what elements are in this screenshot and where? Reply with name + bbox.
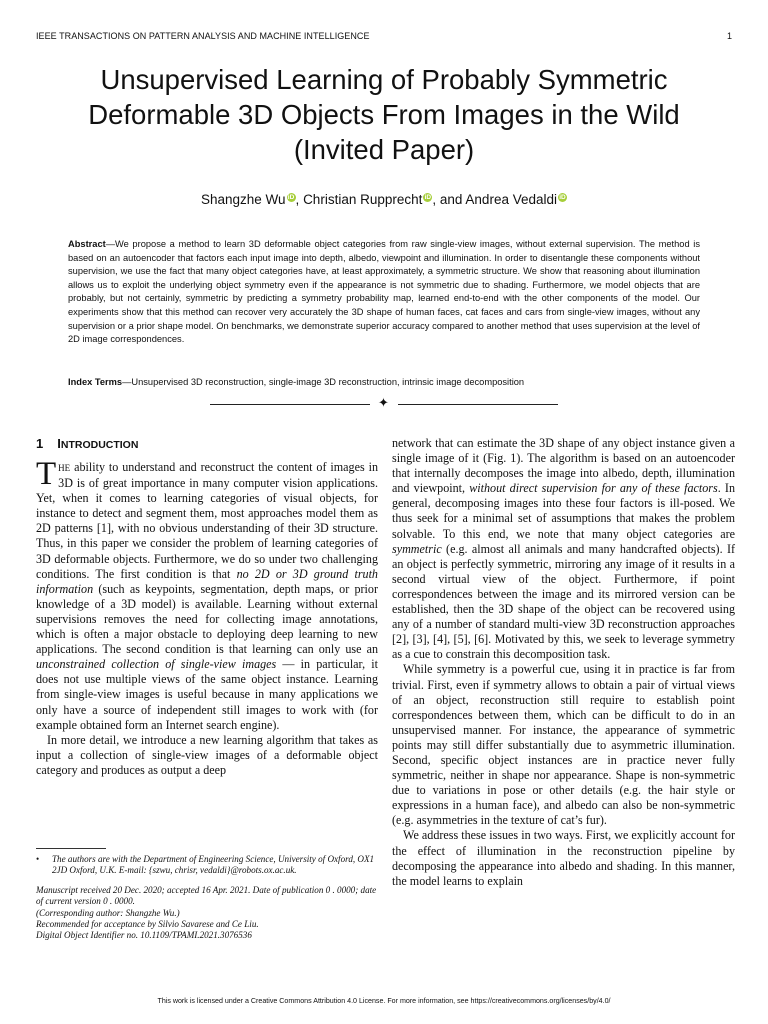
page-number: 1 — [726, 31, 732, 41]
affiliation-note — [36, 854, 378, 877]
diamond-icon: ✦ — [378, 395, 389, 410]
title-line-1: Unsupervised Learning of Probably Symmetric — [100, 64, 668, 95]
index-terms-label: Index Terms — [68, 377, 123, 387]
journal-header: IEEE TRANSACTIONS ON PATTERN ANALYSIS AND MACHINE INTELLIGENCE — [36, 31, 370, 41]
section-title-rest: NTRODUCTION — [60, 439, 139, 451]
drop-cap: T — [36, 456, 57, 492]
doi-note[interactable]: Digital Object Identifier no. 10.1109/TPAMI.2021.3076536 — [36, 930, 252, 941]
title-line-3: (Invited Paper) — [293, 134, 475, 165]
text-run: — in particular, it does not use multiple views of the same object instance. Learning from single-view images is useful because in many applications we only have a source of independent still images to work with (for example obtained form an Internet search engine). — [36, 657, 378, 732]
emphasis: without direct supervision for any of these factors — [469, 481, 718, 496]
text-run: network that can estimate the 3D shape of any object instance given a single image of it (Fig. 1). The algorithm is based on an autoencoder that internally decomposes the image into albedo, depth, illumination and viewpoint, — [392, 436, 735, 496]
emphasis: no 2D or 3D ground truth information — [36, 566, 378, 596]
emphasis: symmetric — [392, 541, 442, 556]
orcid-icon[interactable]: iD — [424, 194, 432, 201]
paragraph: While symmetry is a powerful cue, using it in practice is far from trivial. First, even if symmetry allows to obtain a pair of virtual views of an object, reconstruction still require to establish point correspondences between them, which can be difficult to do in an unsupervised manner. For instance, the appearance of symmetric points may still differ substantially due to asymmetric illumination. Second, specific object instances are in practice never fully symmetric, neither in shape nor appearance. Shape is non-symmetric due to variations in pose or other details (e.g. the hair style or expressions in a human face), and albedo can also be non-symmetric (e.g. asymmetries in the texture of cat’s fur). — [392, 662, 735, 828]
author-name: Andrea Vedaldi — [465, 192, 557, 207]
text-run: (e.g. almost all animals and many handcrafted objects). If an object is perfectly symmetric, mirroring any image of it results in a second virtual view of the object. Furthermore, if point correspondences between the image and its mirrored version can be established, then the 3D shape of the object can be recovered using any of a number of standard multi-view 3D reconstruction approaches [2], [3], [4], [5], [6]. Motivated by this, we seek to leverage symmetry as a cue to constrain this decomposition task. — [392, 541, 735, 662]
author-name: Shangzhe Wu — [200, 192, 286, 207]
text-run: ability to understand and reconstruct the content of images in 3D is of great importance in many computer vision applications. Yet, when it comes to learning categories of visual objects, for instance to detect and segment them, most approaches model them as 2D patterns [1], with no obvious understanding of their 3D structure. Thus, in this paper we consider the problem of learning categories of 3D deformable objects. Furthermore, we do so under two challenging conditions. The first condition is that — [36, 460, 378, 581]
first-word-rest: HE — [58, 463, 71, 473]
text-run: (such as keypoints, segmentation, depth maps, or prior knowledge of a 3D model) is available. Learning without external supervisions removes the need for collecting image annotations, which is often a major obstacle to deploying deep learning to new applications. The second condition is that learning can only use an — [36, 581, 378, 657]
separator-line — [398, 404, 558, 405]
paragraph — [392, 436, 735, 662]
orcid-icon[interactable]: iD — [559, 194, 566, 201]
manuscript-note: Manuscript received 20 Dec. 2020; accepted 16 Apr. 2021. Date of publication 0 . 0000; date of current version 0 . 0000. — [36, 884, 377, 907]
section-number: 1 — [36, 436, 44, 451]
paper-title — [20, 62, 748, 167]
abstract — [68, 238, 700, 347]
section-heading — [36, 436, 138, 451]
separator-line — [210, 404, 370, 405]
author-name: Christian Rupprecht — [303, 192, 423, 207]
index-terms — [68, 376, 700, 390]
section-separator — [210, 395, 558, 410]
emphasis: unconstrained collection of single-view images — [36, 657, 277, 672]
title-line-2: Deformable 3D Objects From Images in the Wild — [88, 99, 680, 130]
left-column — [36, 456, 378, 778]
bullet-icon: • — [36, 854, 40, 864]
author-list — [20, 192, 748, 207]
index-terms-text: —Unsupervised 3D reconstruction, single-image 3D reconstruction, intrinsic image decomposition — [122, 377, 525, 387]
abstract-label: Abstract — [68, 239, 106, 249]
paragraph — [36, 456, 378, 733]
right-column — [392, 436, 735, 889]
paragraph: We address these issues in two ways. First, we explicitly account for the effect of illumination in the reconstruction pipeline by decomposing the appearance into albedo and shading. In this manner, the model learns to explain — [392, 828, 735, 888]
corresponding-note: (Corresponding author: Shangzhe Wu.) — [36, 907, 180, 918]
orcid-icon[interactable]: iD — [287, 194, 295, 201]
text-run: . In general, decomposing images into these four factors is ill-posed. We thus seek for a minimal set of assumptions that makes the problem solvable. To this end, we note that many object categories are — [392, 481, 735, 541]
section-title-initial: I — [57, 436, 61, 451]
footnotes — [36, 854, 378, 942]
paragraph: In more detail, we introduce a new learning algorithm that takes as input a collection of single-view images of a deformable object category and produces as output a deep — [36, 732, 378, 777]
footnote-rule — [36, 848, 106, 849]
license-notice: This work is licensed under a Creative Commons Attribution 4.0 License. For more information, see https://creativecommons.org/licenses/by/4.0/ — [157, 997, 611, 1005]
author-separator: , and — [432, 192, 466, 207]
author-separator: , — [295, 192, 304, 207]
affiliation-text: The authors are with the Department of Engineering Science, University of Oxford, OX1 2JD Oxford, U.K. E-mail: {szwu, chrisr, vedaldi}@robots.ox.ac.uk. — [52, 854, 375, 876]
recommended-note: Recommended for acceptance by Silvio Savarese and Ce Liu. — [36, 919, 259, 930]
abstract-text: —We propose a method to learn 3D deformable object categories from raw single-view images, without external supervision. The method is based on an autoencoder that factors each input image into depth, albedo, viewpoint and illumination. In order to disentangle these components without supervision, we use the fact that many object categories have, at least approximately, a symmetric structure. We show that reasoning about illumination allows us to exploit the underlying object symmetry even if the appearance is not symmetric due to shading. Furthermore, we model objects that are probably, but not certainly, symmetric by predicting a symmetry probability map, learned end-to-end with the other components of the model. Our experiments show that this method can recover very accurately the 3D shape of human faces, cat faces and cars from single-view images, without any supervision or a prior shape model. On benchmarks, we demonstrate superior accuracy compared to another method that uses supervision at the level of 2D image correspondences. — [68, 239, 700, 345]
